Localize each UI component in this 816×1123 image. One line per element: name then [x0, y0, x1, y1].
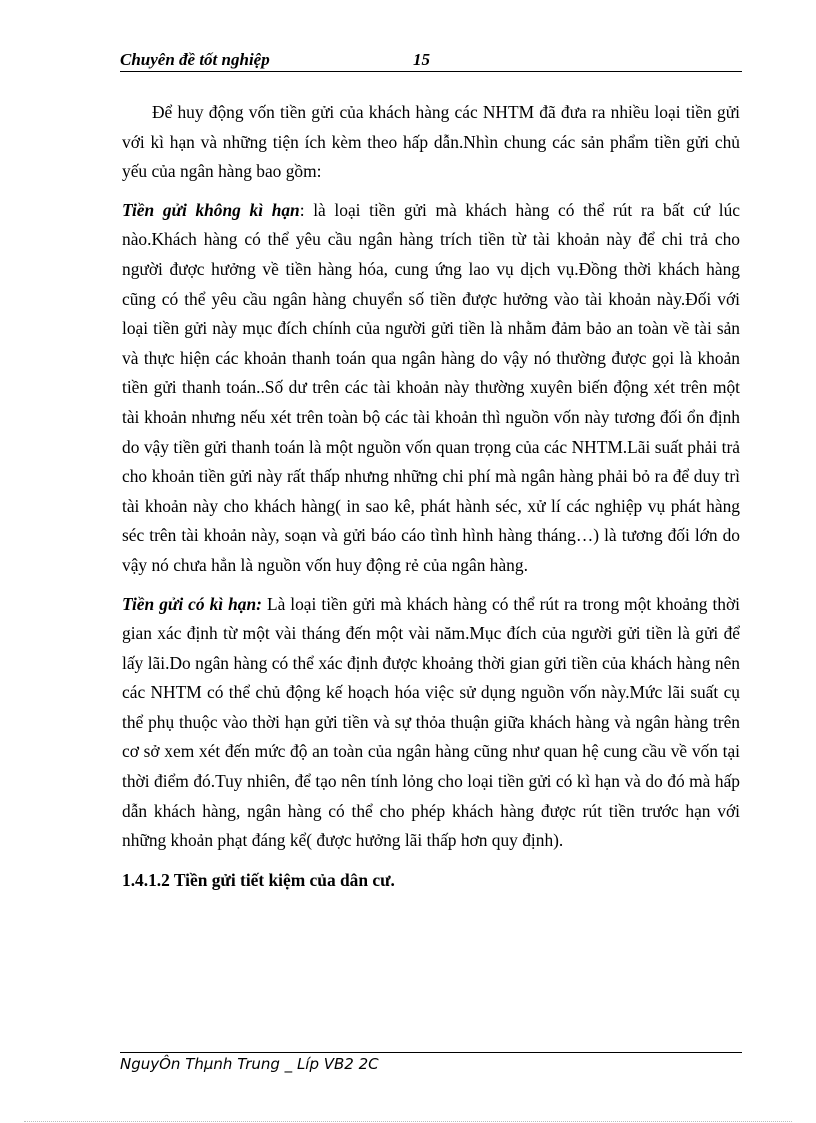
page-number: 15: [413, 50, 430, 69]
page-content: [122, 98, 740, 895]
term-deposit-paragraph: [122, 590, 740, 856]
intro-paragraph: Để huy động vốn tiền gửi của khách hàng các NHTM đã đưa ra nhiều loại tiền gửi với kì hạn và những tiện ích kèm theo hấp dẫn.Nhìn chung các sản phẩm tiền gửi chủ yếu của ngân hàng bao gồm:: [122, 102, 740, 182]
demand-deposit-text: : là loại tiền gửi mà khách hàng có thể rút ra bất cứ lúc nào.Khách hàng có thể yêu cầu ngân hàng trích tiền từ tài khoản này để chi trả cho người được hưởng về tiền hàng hóa, cung ứng lao vụ dịch vụ.Đồng thời khách hàng cũng có thể yêu cầu ngân hàng chuyển số tiền được hưởng vào tài khoản này.Đối với loại tiền gửi này mục đích chính của người gửi tiền là nhằm đảm bảo an toàn về tài sản và thực hiện các khoản thanh toán qua ngân hàng do vậy nó thường được gọi là khoản tiền gửi thanh toán..Số dư trên các tài khoản này thường xuyên biến động xét trên một tài khoản nhưng nếu xét trên toàn bộ các tài khoản thì nguồn vốn này tương đối ổn định do vậy tiền gửi thanh toán là một nguồn vốn quan trọng của các NHTM.Lãi suất phải trả cho khoản tiền gửi này rất thấp nhưng những chi phí mà ngân hàng phải bỏ ra để duy trì tài khoản này cho khách hàng( in sao kê, phát hành séc, xử lí các nghiệp vụ phát hàng séc trên tài khoản này, soạn và gửi báo cáo tình hình hàng tháng…) là tương đối lớn do vậy nó chưa hẳn là nguồn vốn huy động rẻ của ngân hàng.: [122, 199, 740, 575]
page-edge-divider: [24, 1121, 792, 1122]
page-footer: [120, 1052, 742, 1073]
term-deposit-text: Là loại tiền gửi mà khách hàng có thể rút ra trong một khoảng thời gian xác định từ một vài tháng đến một vài năm.Mục đích của người gửi tiền là gửi để lấy lãi.Do ngân hàng có thể xác định được khoảng thời gian gửi tiền của khách hàng nên các NHTM có thể chủ động kế hoạch hóa việc sử dụng nguồn vốn này.Mức lãi suất cụ thể phụ thuộc vào thời hạn gửi tiền và sự thỏa thuận giữa khách hàng và ngân hàng trên cơ sở xem xét đến mức độ an toàn của ngân hàng cũng như quan hệ cung cầu về vốn tại thời điểm đó.Tuy nhiên, để tạo nên tính lỏng cho loại tiền gửi có kì hạn và do đó mà hấp dẫn khách hàng, ngân hàng có thể cho phép khách hàng được rút tiền trước hạn với những khoản phạt đáng kể( được hưởng lãi thấp hơn quy định).: [122, 593, 740, 851]
document-title: Chuyên đề tốt nghiệp: [120, 50, 270, 69]
footer-author: NguyÔn Thµnh Trung _ Líp VB2 2C: [120, 1055, 379, 1073]
page-header: [120, 49, 742, 72]
term-deposit-term: Tiền gửi có kì hạn:: [122, 593, 262, 614]
section-heading: 1.4.1.2 Tiền gửi tiết kiệm của dân cư.: [122, 869, 395, 890]
demand-deposit-term: Tiền gửi không kì hạn: [122, 199, 300, 220]
demand-deposit-paragraph: [122, 196, 740, 581]
